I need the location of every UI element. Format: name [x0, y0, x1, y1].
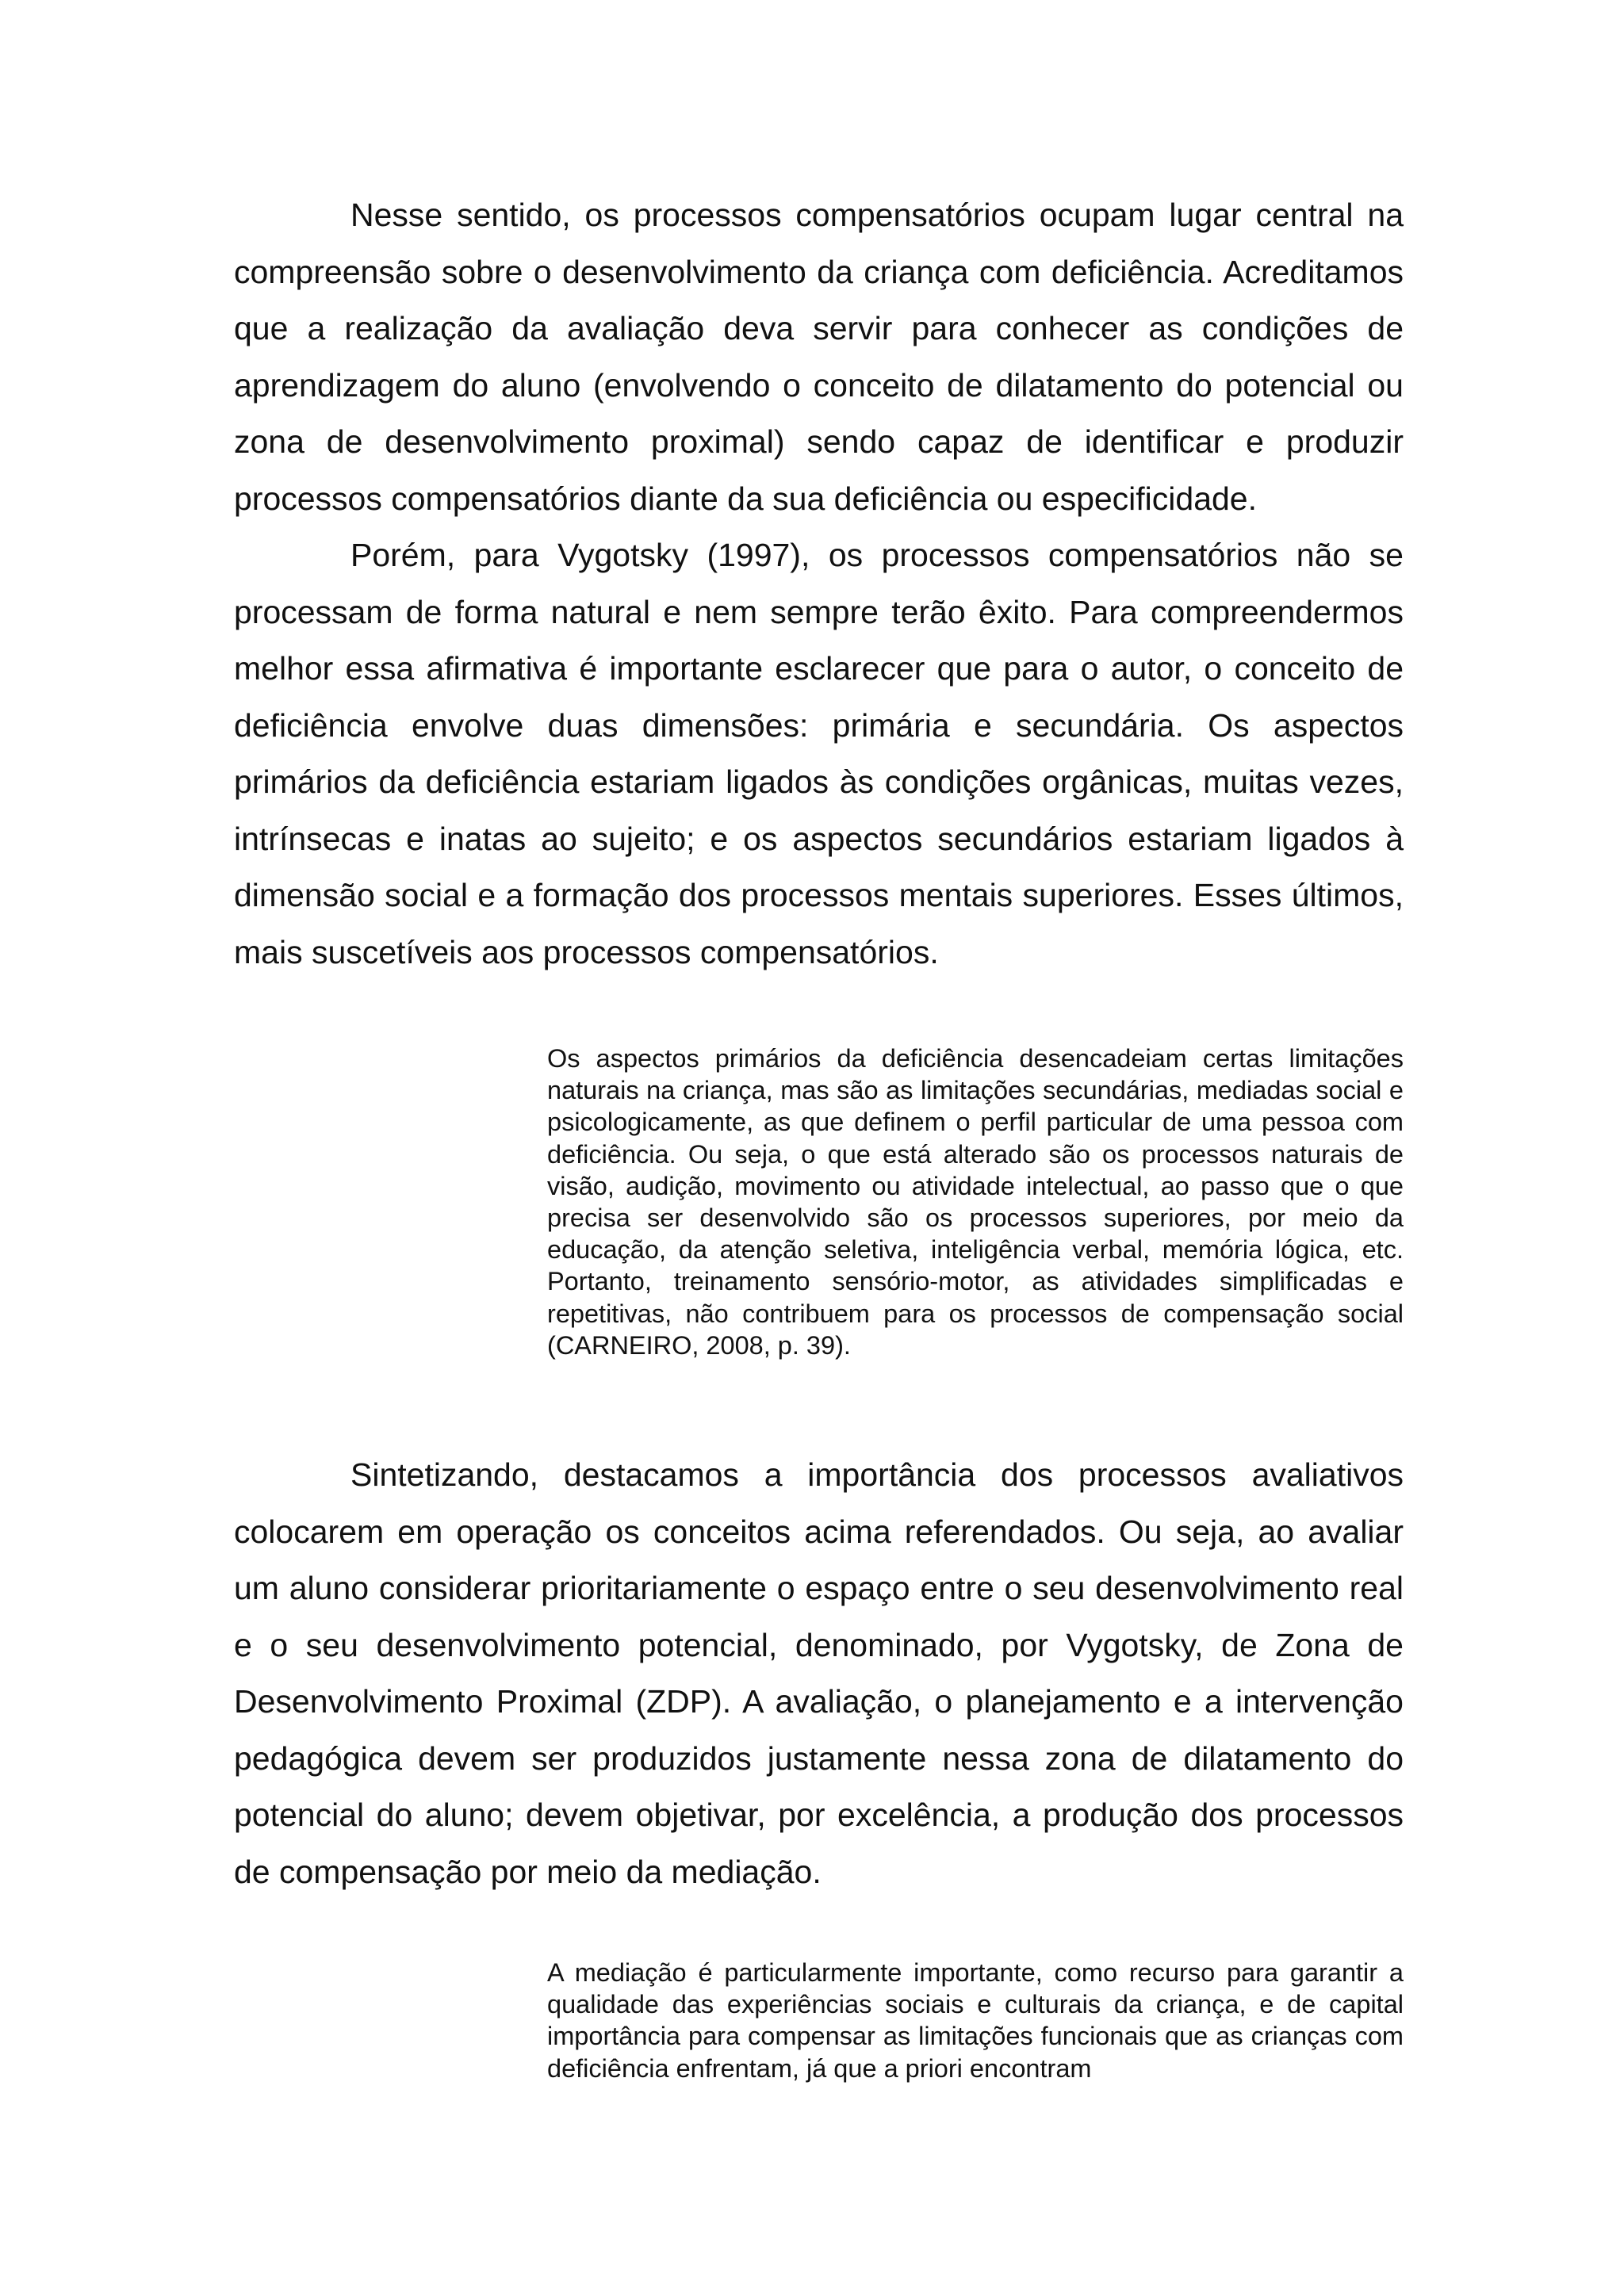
body-text-block-middle: [234, 1447, 1404, 1900]
paragraph-zdp-synthesis: Sintetizando, destacamos a importância dos processos avaliativos colocarem em operação os conceitos acima referendados. Ou seja, ao avaliar um aluno considerar prioritariamente o espaço entre o seu desenvolvimento real e o seu desenvolvimento potencial, denominado, por Vygotsky, de Zona de Desenvolvimento Proximal (ZDP). A avaliação, o planejamento e a intervenção pedagógica devem ser produzidos justamente nessa zona de dilatamento do potencial do aluno; devem objetivar, por excelência, a produção dos processos de compensação por meio da mediação.: [234, 1456, 1404, 1890]
block-quote-mediation: A mediação é particularmente importante, como recurso para garantir a qualidade das experiências sociais e culturais da criança, e de capital importância para compensar as limitações funcionais que as crianças com deficiência enfrentam, já que a priori encontram: [547, 1958, 1404, 2083]
block-quote-carneiro: Os aspectos primários da deficiência desencadeiam certas limitações naturais na criança, mas são as limitações secundárias, mediadas social e psicologicamente, as que definem o perfil particular de uma pessoa com deficiência. Ou seja, o que está alterado são os processos naturais de visão, audição, movimento ou atividade intelectual, ao passo que o que precisa ser desenvolvido são os processos superiores, por meio da educação, da atenção seletiva, inteligência verbal, memória lógica, etc. Portanto, treinamento sensório-motor, as atividades simplificadas e repetitivas, não contribuem para os processos de compensação social (CARNEIRO, 2008, p. 39).: [547, 1044, 1404, 1360]
paragraph-compensatory-processes: Nesse sentido, os processos compensatórios ocupam lugar central na compreensão sobre o desenvolvimento da criança com deficiência. Acreditamos que a realização da avaliação deva servir para conhecer as condições de aprendizagem do aluno (envolvendo o conceito de dilatamento do potencial ou zona de desenvolvimento proximal) sendo capaz de identificar e produzir processos compensatórios diante da sua deficiência ou especificidade.: [234, 197, 1404, 517]
body-text-block-top: [234, 187, 1404, 981]
paragraph-vygotsky-dimensions: Porém, para Vygotsky (1997), os processos compensatórios não se processam de forma natural e nem sempre terão êxito. Para compreendermos melhor essa afirmativa é importante esclarecer que para o autor, o conceito de deficiência envolve duas dimensões: primária e secundária. Os aspectos primários da deficiência estariam ligados às condições orgânicas, muitas vezes, intrínsecas e inatas ao sujeito; e os aspectos secundários estariam ligados à dimensão social e a formação dos processos mentais superiores. Esses últimos, mais suscetíveis aos processos compensatórios.: [234, 537, 1404, 970]
